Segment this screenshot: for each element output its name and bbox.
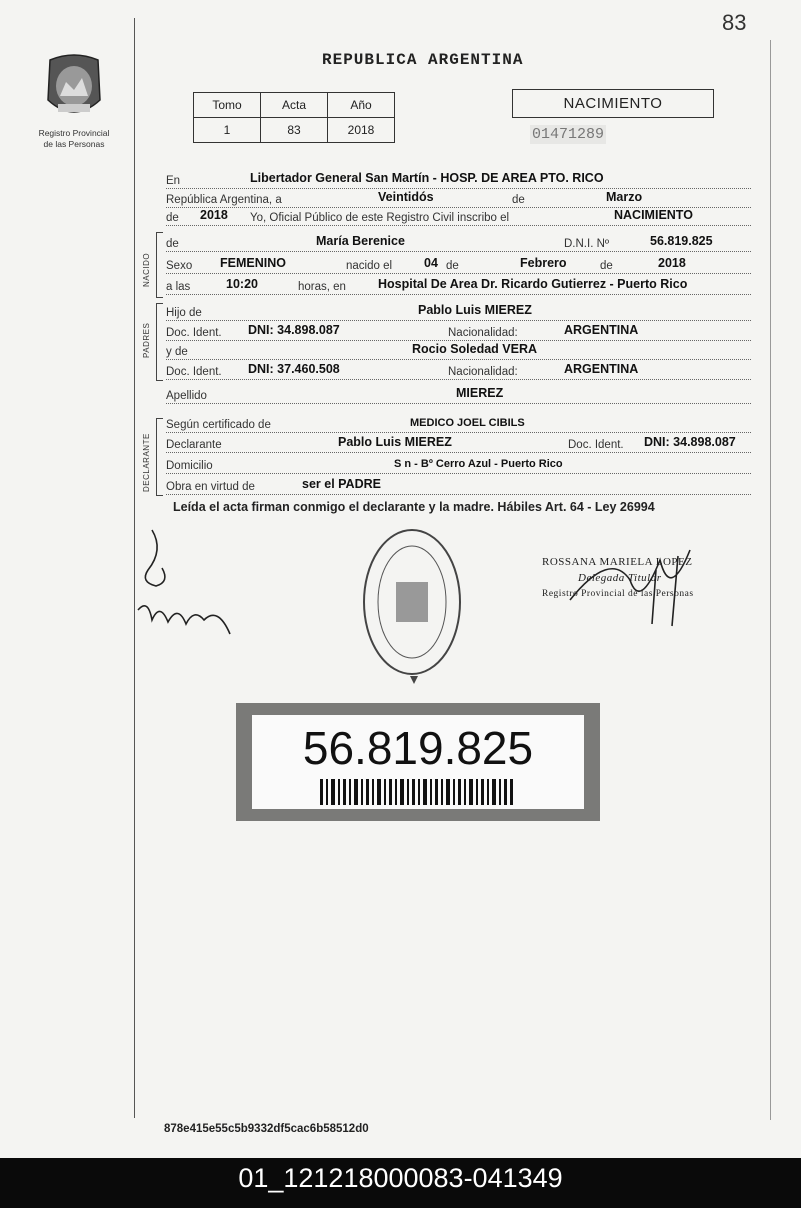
serial-number: 01471289 bbox=[532, 126, 605, 143]
right-margin-line bbox=[770, 40, 771, 1120]
bracket-declarante bbox=[156, 418, 163, 496]
label-de4: de bbox=[446, 260, 459, 272]
row-oficial bbox=[166, 207, 751, 226]
table-header-ano: Año bbox=[328, 93, 395, 118]
label-nacionalidad-2: Nacionalidad: bbox=[448, 366, 518, 378]
document-title: REPUBLICA ARGENTINA bbox=[322, 51, 524, 69]
value-father-nat: ARGENTINA bbox=[564, 323, 639, 337]
row-republica bbox=[166, 189, 751, 208]
row-father-doc bbox=[166, 322, 751, 341]
registry-label bbox=[28, 128, 120, 150]
row-mother bbox=[166, 341, 751, 360]
value-child-name: María Berenice bbox=[316, 234, 405, 248]
value-mother-name: Rocio Soledad VERA bbox=[412, 342, 538, 356]
row-en bbox=[166, 170, 751, 189]
label-doc-ident: Doc. Ident. bbox=[166, 327, 222, 339]
side-label-declarante: DECLARANTE bbox=[142, 433, 151, 492]
bracket-nacido bbox=[156, 232, 163, 298]
label-de2: de bbox=[166, 212, 179, 224]
official-stamp-icon bbox=[360, 526, 464, 686]
value-surname: MIEREZ bbox=[456, 386, 504, 400]
row-sexo bbox=[166, 255, 751, 274]
row-domicilio bbox=[166, 455, 751, 474]
closing-clause: Leída el acta firman conmigo el declarante y la madre. Hábiles Art. 64 - Ley 26994 bbox=[173, 500, 655, 514]
label-apellido: Apellido bbox=[166, 390, 207, 402]
label-doc-ident-3: Doc. Ident. bbox=[568, 439, 624, 451]
label-de5: de bbox=[600, 260, 613, 272]
label-sexo: Sexo bbox=[166, 260, 193, 272]
value-birth-place: Hospital De Area Dr. Ricardo Gutierrez - Puerto Rico bbox=[378, 277, 688, 291]
bracket-padres bbox=[156, 303, 163, 381]
side-label-nacido: NACIDO bbox=[142, 252, 151, 287]
value-sexo: FEMENINO bbox=[220, 256, 286, 270]
row-father bbox=[166, 302, 751, 321]
table-header-tomo: Tomo bbox=[194, 93, 261, 118]
label-obra: Obra en virtud de bbox=[166, 481, 255, 493]
dni-number: 56.819.825 bbox=[302, 722, 534, 774]
page-number: 83 bbox=[722, 10, 747, 35]
value-birth-day: 04 bbox=[424, 256, 438, 270]
label-de3: de bbox=[166, 238, 179, 250]
official-name: ROSSANA MARIELA LOPEZ bbox=[542, 556, 693, 568]
table-header-acta: Acta bbox=[261, 93, 328, 118]
table-value-tomo: 1 bbox=[194, 118, 261, 143]
table-value-acta: 83 bbox=[261, 118, 328, 143]
footer-filename: 01_121218000083-041349 bbox=[0, 1158, 801, 1208]
label-en: En bbox=[166, 175, 181, 187]
value-declarante: Pablo Luis MIEREZ bbox=[338, 435, 452, 449]
value-birth-time: 10:20 bbox=[226, 277, 258, 291]
province-seal-icon bbox=[40, 52, 108, 124]
barcode-icon bbox=[320, 779, 516, 805]
label-dni: D.N.I. Nº bbox=[564, 238, 610, 250]
value-year: 2018 bbox=[200, 208, 228, 222]
label-y-de: y de bbox=[166, 346, 188, 358]
value-domicilio: S n - Bº Cerro Azul - Puerto Rico bbox=[394, 458, 563, 470]
document-hash: 878e415e55c5b9332df5cac6b58512d0 bbox=[164, 1123, 369, 1135]
label-a-las: a las bbox=[166, 281, 191, 293]
label-nacionalidad: Nacionalidad: bbox=[448, 327, 518, 339]
value-father-name: Pablo Luis MIEREZ bbox=[418, 303, 532, 317]
value-obra: ser el PADRE bbox=[302, 477, 381, 491]
row-obra bbox=[166, 476, 751, 495]
label-doc-ident-2: Doc. Ident. bbox=[166, 366, 222, 378]
value-child-dni: 56.819.825 bbox=[650, 234, 713, 248]
value-mother-nat: ARGENTINA bbox=[564, 362, 639, 376]
official-title: Delegada Titular bbox=[578, 572, 662, 584]
value-birth-year: 2018 bbox=[658, 256, 686, 270]
register-table-row bbox=[194, 118, 395, 143]
row-child-name bbox=[166, 233, 751, 252]
label-de: de bbox=[512, 194, 525, 206]
row-time-place bbox=[166, 276, 751, 295]
registry-line-2: de las Personas bbox=[43, 139, 105, 149]
official-office: Registro Provincial de las Personas bbox=[542, 589, 694, 599]
declarante-signature bbox=[134, 520, 244, 650]
label-oficial: Yo, Oficial Público de este Registro Civil inscribo el bbox=[250, 212, 510, 224]
dni-sticker-inner bbox=[252, 715, 584, 809]
register-table bbox=[193, 92, 395, 143]
value-mother-doc: DNI: 37.460.508 bbox=[248, 362, 340, 376]
official-block bbox=[542, 554, 694, 602]
label-hijo: Hijo de bbox=[166, 307, 202, 319]
dni-sticker bbox=[236, 703, 600, 821]
row-certificado bbox=[166, 414, 751, 433]
value-location: Libertador General San Martín - HOSP. DE AREA PTO. RICO bbox=[250, 171, 604, 185]
value-declarante-doc: DNI: 34.898.087 bbox=[644, 435, 736, 449]
side-label-padres: PADRES bbox=[142, 322, 151, 358]
label-domicilio: Domicilio bbox=[166, 460, 213, 472]
row-mother-doc bbox=[166, 361, 751, 380]
register-table-header bbox=[194, 93, 395, 118]
record-type-box: NACIMIENTO bbox=[512, 89, 714, 118]
row-declarante bbox=[166, 434, 751, 453]
label-declarante: Declarante bbox=[166, 439, 222, 451]
value-birth-month: Febrero bbox=[520, 256, 567, 270]
label-republica: República Argentina, a bbox=[166, 194, 282, 206]
label-horas: horas, en bbox=[298, 281, 346, 293]
row-apellido bbox=[166, 385, 751, 404]
registry-line-1: Registro Provincial bbox=[38, 128, 110, 138]
table-value-ano: 2018 bbox=[328, 118, 395, 143]
label-segun: Según certificado de bbox=[166, 419, 271, 431]
value-day-words: Veintidós bbox=[378, 190, 434, 204]
value-certificate: MEDICO JOEL CIBILS bbox=[410, 417, 525, 429]
label-nacido-el: nacido el bbox=[346, 260, 393, 272]
value-inscribo: NACIMIENTO bbox=[614, 208, 693, 222]
value-father-doc: DNI: 34.898.087 bbox=[248, 323, 340, 337]
value-month: Marzo bbox=[606, 190, 643, 204]
